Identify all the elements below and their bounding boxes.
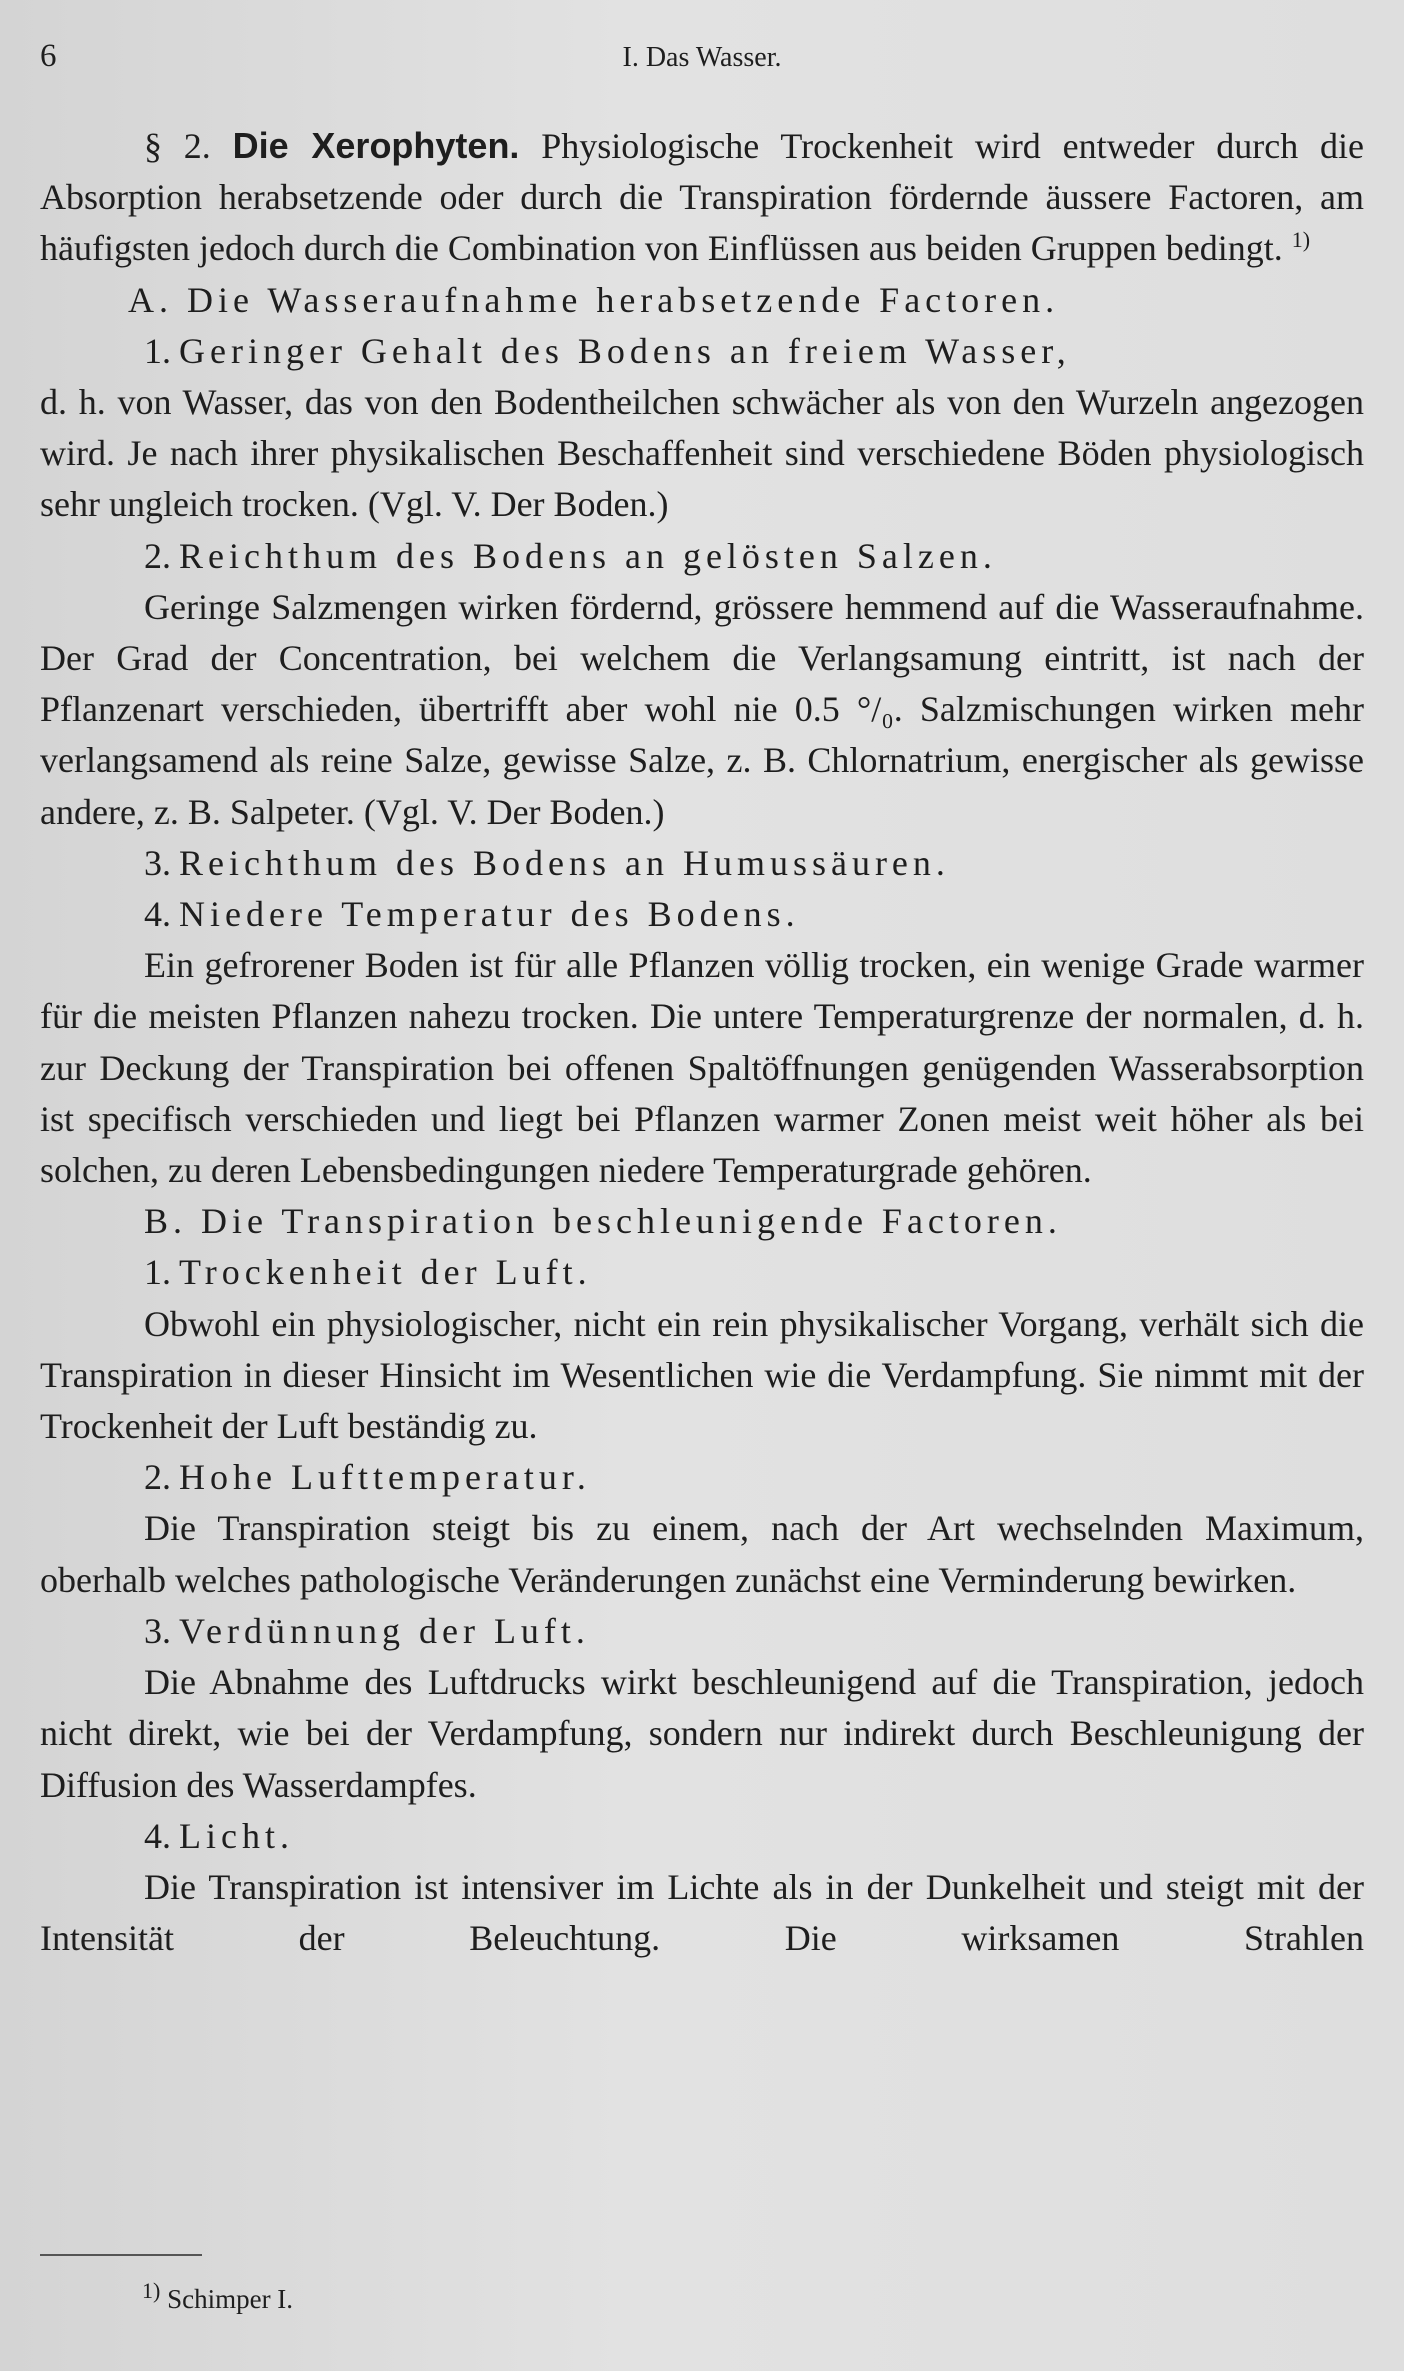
factor-text: Obwohl ein physiologischer, nicht ein rein physikalischer Vorgang, verhält sich die Transpiration in dieser Hinsicht im Wesentlichen wie die Verdampfung. Sie nimmt mit der Trockenheit der Luft beständig zu. xyxy=(40,1303,1364,1447)
factor-title: Geringer Gehalt des Bodens an freiem Wasser, xyxy=(179,330,1071,371)
factor-title: Trockenheit der Luft. xyxy=(179,1252,592,1293)
factor-number: 3. xyxy=(144,1610,171,1651)
group-b-heading: B. Die Transpiration beschleunigende Factoren. xyxy=(144,1201,1062,1242)
footnote xyxy=(142,2278,294,2315)
page-number: 6 xyxy=(40,38,57,74)
factor-number: 1. xyxy=(144,1252,171,1293)
factor-heading xyxy=(40,1247,1364,1298)
factor-text: Geringe Salzmengen wirken fördernd, grössere hemmend auf die Wasseraufnahme. Der Grad der Concentration, bei welchem die Verlangsamung eintritt, ist nach der Pflanzenart verschieden, übertrifft aber wohl nie 0.5 °/₀. Salzmischungen wirken mehr verlangsamend als reine Salze, gewisse Salze, z. B. Chlornatrium, energischer als gewisse andere, z. B. Salpeter. (Vgl. V. Der Boden.) xyxy=(40,586,1364,832)
factor-text: Die Abnahme des Luftdrucks wirkt beschleunigend auf die Transpiration, jedoch nicht direkt, wie bei der Verdampfung, sondern nur indirekt durch Beschleunigung der Diffusion des Wasserdampfes. xyxy=(40,1662,1364,1805)
footnote-divider xyxy=(40,2254,202,2256)
factor-heading xyxy=(40,326,1364,377)
page-header xyxy=(40,38,1364,78)
factor-title: Niedere Temperatur des Bodens. xyxy=(179,894,800,935)
section-title: Die Xerophyten. xyxy=(232,125,520,166)
factor-number: 2. xyxy=(144,1457,171,1498)
factor-heading xyxy=(40,1811,1364,1862)
factor-title: Reichthum des Bodens an gelösten Salzen. xyxy=(179,535,997,576)
factor-heading xyxy=(40,531,1364,582)
factor-heading xyxy=(40,889,1364,940)
footnote-text: Schimper I. xyxy=(160,2284,294,2314)
factor-title: Licht. xyxy=(179,1815,294,1856)
factor-number: 4. xyxy=(144,894,171,935)
factor-text: Ein gefrorener Boden ist für alle Pflanzen völlig trocken, ein wenige Grade warmer für die meisten Pflanzen nahezu trocken. Die untere Temperaturgrenze der normalen, d. h. zur Deckung der Transpiration bei offenen Spaltöffnungen genügenden Wasserabsorption ist specifisch verschieden und liegt bei Pflanzen warmer Zonen meist weit höher als bei solchen, zu deren Lebensbedingungen niedere Temperaturgrade gehören. xyxy=(40,945,1364,1191)
footnote-reference: 1) xyxy=(1291,227,1311,253)
factor-text: d. h. von Wasser, das von den Bodentheilchen schwächer als von den Wurzeln angezogen wird. Je nach ihrer physikalischen Beschaffenheit sind verschiedene Böden physiologisch sehr ungleich trocken. (Vgl. V. Der Boden.) xyxy=(40,382,1364,525)
factor-heading xyxy=(40,1452,1364,1503)
footnote-marker: 1) xyxy=(142,2278,161,2303)
running-title: I. Das Wasser. xyxy=(622,42,782,73)
factor-number: 1. xyxy=(144,330,171,371)
factor-number: 2. xyxy=(144,535,171,576)
group-a-heading: A. Die Wasseraufnahme herabsetzende Factoren. xyxy=(128,279,1060,320)
factor-title: Hohe Lufttemperatur. xyxy=(179,1457,591,1498)
factor-heading xyxy=(40,838,1364,889)
section-intro-text: Physiologische Trockenheit wird entweder durch die Absorption herabsetzende oder durch die Transpiration fördernde äussere Factoren, am häufigsten jedoch durch die Combination von Einflüssen aus beiden Gruppen bedingt. xyxy=(40,126,1365,269)
page-body xyxy=(40,120,1364,1964)
factor-title: Reichthum des Bodens an Humussäuren. xyxy=(179,842,950,883)
section-mark: § 2. xyxy=(144,126,211,166)
factor-text: Die Transpiration steigt bis zu einem, nach der Art wechselnden Maximum, oberhalb welches pathologische Veränderungen zunächst eine Verminderung bewirken. xyxy=(40,1508,1364,1600)
factor-title: Verdünnung der Luft. xyxy=(179,1610,590,1651)
factor-heading xyxy=(40,1606,1364,1657)
factor-number: 3. xyxy=(144,842,171,883)
section-intro-paragraph xyxy=(40,120,1364,275)
factor-number: 4. xyxy=(144,1815,171,1856)
factor-text: Die Transpiration ist intensiver im Lichte als in der Dunkelheit und steigt mit der Intensität der Beleuchtung. Die wirksamen Strahlen xyxy=(40,1866,1364,1959)
